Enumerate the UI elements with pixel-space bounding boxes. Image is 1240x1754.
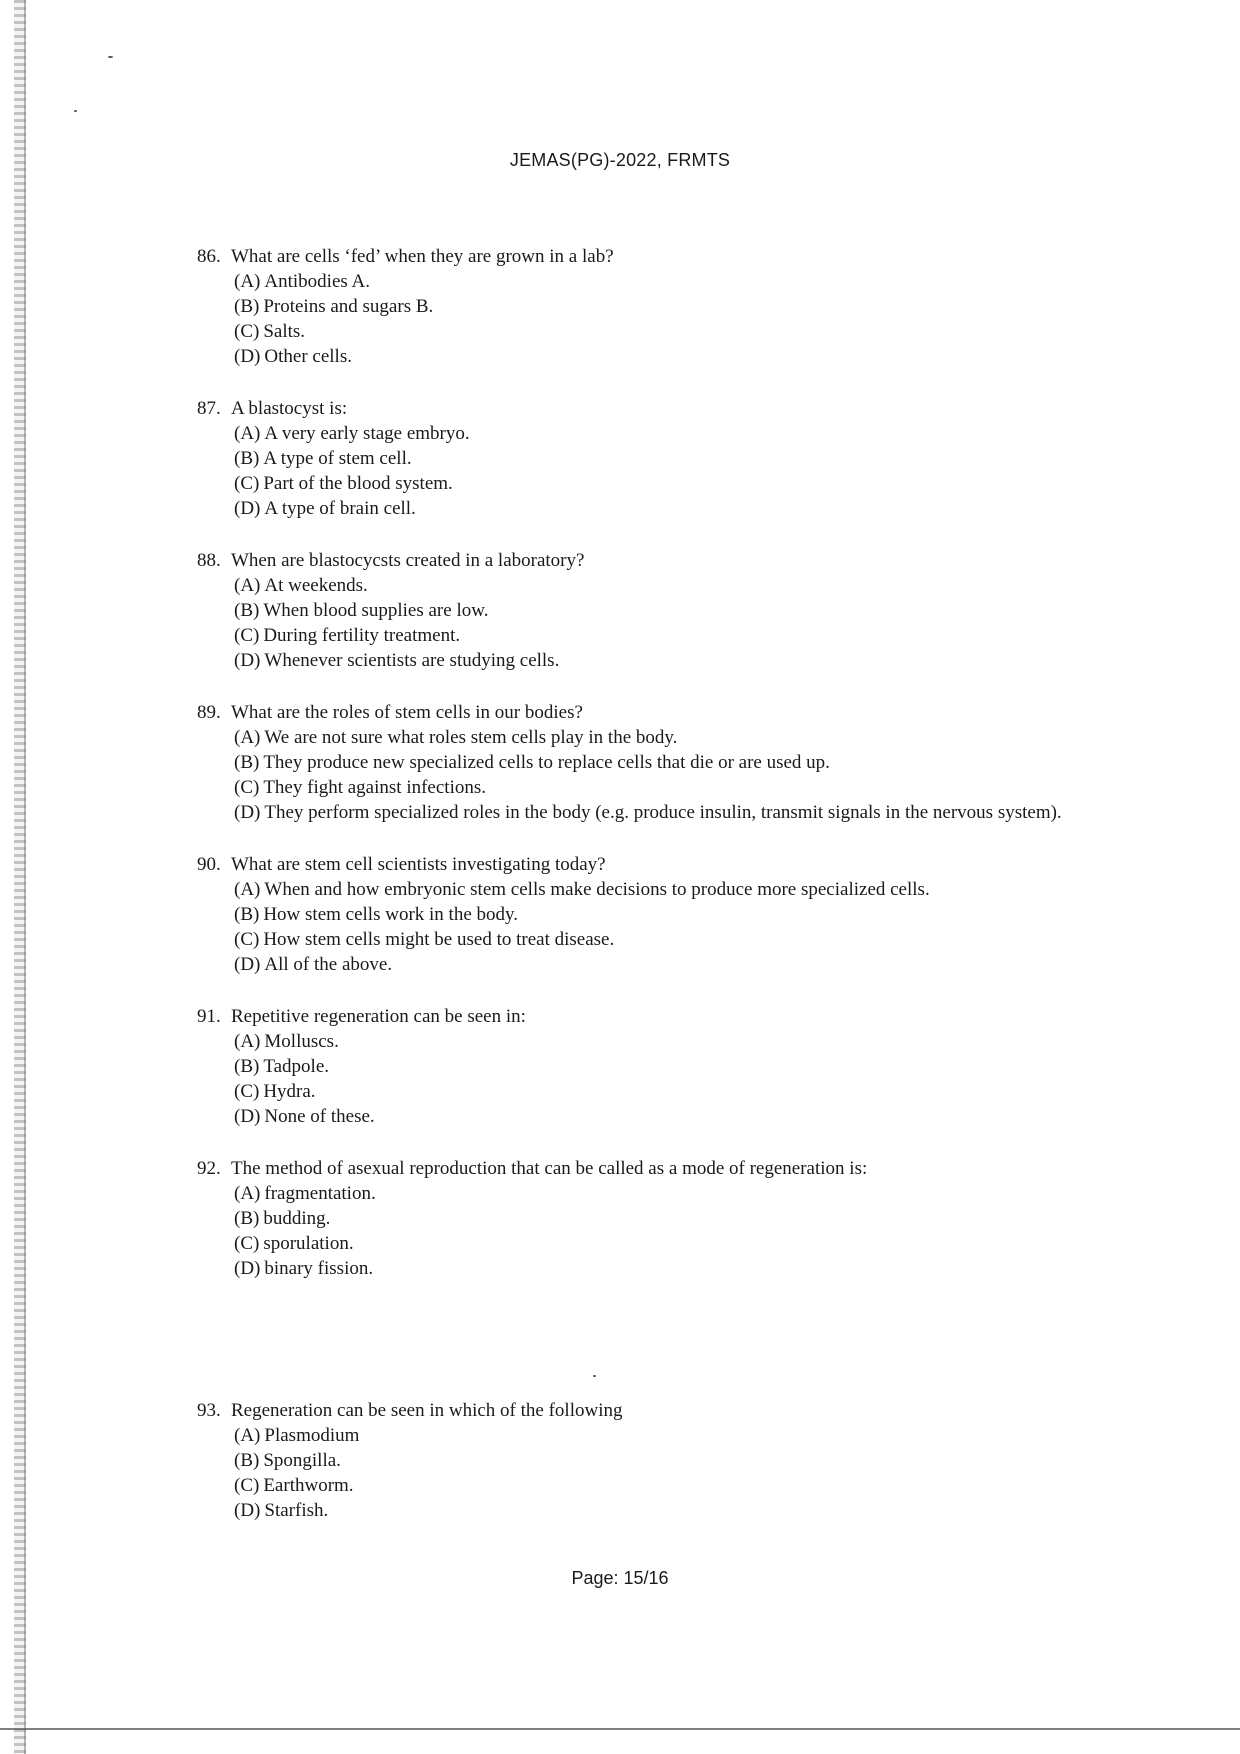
question-number: 87.	[197, 398, 221, 419]
option-c: (C) Salts.	[234, 321, 306, 342]
option-list	[197, 725, 1067, 825]
option-c: (C) Hydra.	[234, 1081, 316, 1102]
question-number: 86.	[197, 246, 221, 267]
option-d: (D) A type of brain cell.	[234, 498, 416, 519]
option-list	[197, 573, 1067, 673]
question-92	[197, 1156, 1067, 1281]
option-d: (D) Starfish.	[234, 1500, 329, 1521]
question-number: 91.	[197, 1006, 221, 1027]
question-stem	[197, 852, 1067, 877]
question-86	[197, 244, 1067, 369]
option-c: (C) Part of the blood system.	[234, 473, 453, 494]
question-87	[197, 396, 1067, 521]
option-b: (B) How stem cells work in the body.	[234, 904, 519, 925]
question-89	[197, 700, 1067, 825]
question-text: What are cells ‘fed’ when they are grown in a lab?	[231, 246, 614, 267]
option-a: (A) fragmentation.	[234, 1183, 376, 1204]
option-c: (C) Earthworm.	[234, 1475, 354, 1496]
question-text: A blastocyst is:	[231, 398, 348, 419]
option-d: (D) They perform specialized roles in the body (e.g. produce insulin, transmit signals in the nervous system).	[234, 802, 1062, 823]
option-b: (B) They produce new specialized cells to replace cells that die or are used up.	[234, 752, 830, 773]
option-list	[197, 1181, 1067, 1281]
option-b: (B) Tadpole.	[234, 1056, 330, 1077]
question-text: Repetitive regeneration can be seen in:	[231, 1006, 526, 1027]
scan-speck	[74, 110, 77, 112]
question-text: When are blastocycsts created in a laboratory?	[231, 550, 585, 571]
question-91	[197, 1004, 1067, 1129]
question-stem	[197, 700, 1067, 725]
question-number: 88.	[197, 550, 221, 571]
option-list	[197, 877, 1067, 977]
question-90	[197, 852, 1067, 977]
option-list	[197, 1423, 1067, 1523]
scan-edge-left-line	[24, 0, 26, 1754]
option-a: (A) At weekends.	[234, 575, 368, 596]
option-a: (A) Molluscs.	[234, 1031, 339, 1052]
question-number: 90.	[197, 854, 221, 875]
page-gap	[197, 1308, 1067, 1398]
question-stem	[197, 548, 1067, 573]
question-number: 92.	[197, 1158, 221, 1179]
question-stem	[197, 1398, 1067, 1423]
option-b: (B) Spongilla.	[234, 1450, 341, 1471]
option-b: (B) budding.	[234, 1208, 331, 1229]
question-text: What are the roles of stem cells in our bodies?	[231, 702, 583, 723]
question-text: The method of asexual reproduction that can be called as a mode of regeneration is:	[231, 1158, 868, 1179]
question-number: 93.	[197, 1400, 221, 1421]
scan-edge-bottom	[0, 1728, 1240, 1730]
option-a: (A) Antibodies A.	[234, 271, 370, 292]
option-b: (B) Proteins and sugars B.	[234, 296, 434, 317]
scan-speck	[108, 56, 113, 58]
option-d: (D) All of the above.	[234, 954, 393, 975]
question-text: Regeneration can be seen in which of the following	[231, 1400, 623, 1421]
page-number: Page: 15/16	[571, 1568, 669, 1588]
option-a: (A) Plasmodium	[234, 1425, 360, 1446]
question-93	[197, 1398, 1067, 1523]
option-d: (D) Other cells.	[234, 346, 352, 367]
option-list	[197, 421, 1067, 521]
option-d: (D) Whenever scientists are studying cells.	[234, 650, 560, 671]
option-b: (B) A type of stem cell.	[234, 448, 412, 469]
option-d: (D) None of these.	[234, 1106, 375, 1127]
option-list	[197, 1029, 1067, 1129]
option-d: (D) binary fission.	[234, 1258, 374, 1279]
option-a: (A) We are not sure what roles stem cells play in the body.	[234, 727, 678, 748]
question-list	[197, 244, 1067, 1550]
option-a: (A) A very early stage embryo.	[234, 423, 470, 444]
page-header: JEMAS(PG)-2022, FRMTS	[509, 150, 731, 170]
option-c: (C) They fight against infections.	[234, 777, 486, 798]
question-stem	[197, 244, 1067, 269]
option-c: (C) How stem cells might be used to treat disease.	[234, 929, 615, 950]
question-88	[197, 548, 1067, 673]
question-stem	[197, 1004, 1067, 1029]
question-stem	[197, 396, 1067, 421]
question-number: 89.	[197, 702, 221, 723]
option-c: (C) During fertility treatment.	[234, 625, 461, 646]
option-c: (C) sporulation.	[234, 1233, 354, 1254]
question-stem	[197, 1156, 1067, 1181]
option-b: (B) When blood supplies are low.	[234, 600, 489, 621]
option-a: (A) When and how embryonic stem cells make decisions to produce more specialized cells.	[234, 879, 930, 900]
question-text: What are stem cell scientists investigating today?	[231, 854, 606, 875]
option-list	[197, 269, 1067, 369]
